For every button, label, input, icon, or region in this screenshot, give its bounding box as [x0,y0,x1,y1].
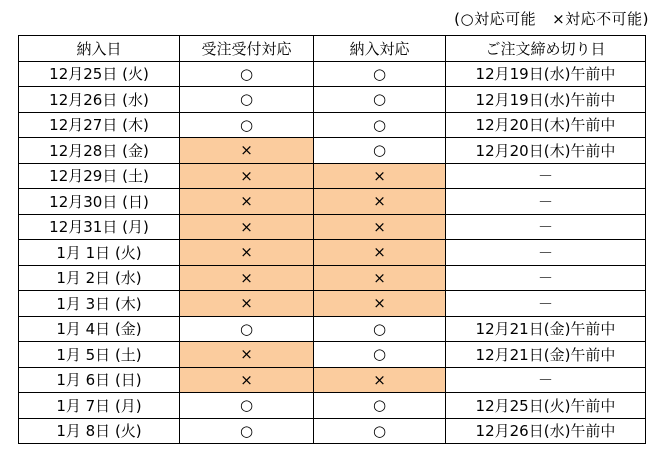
availability-legend [454,8,649,29]
order-deadline-cell: － [446,291,646,317]
delivery-date-cell: 1月 5日 (土) [19,342,180,368]
table-row [19,189,646,215]
order-acceptance-cell: ○ [180,316,314,342]
table-row [19,316,646,342]
order-deadline-cell: 12月20日(木)午前中 [446,112,646,138]
delivery-date-cell: 12月25日 (火) [19,61,180,87]
order-acceptance-cell: × [180,189,314,215]
order-acceptance-cell: × [180,342,314,368]
table-row [19,138,646,164]
order-deadline-cell: 12月26日(水)午前中 [446,418,646,444]
legend-unavailable: ×対応不可能) [552,10,649,28]
order-deadline-cell: 12月20日(木)午前中 [446,138,646,164]
delivery-date-cell: 12月27日 (木) [19,112,180,138]
table-row [19,342,646,368]
delivery-schedule-table [18,35,646,444]
legend-available: (○対応可能 [454,10,537,28]
order-acceptance-cell: × [180,163,314,189]
order-deadline-cell: － [446,163,646,189]
delivery-date-cell: 12月30日 (日) [19,189,180,215]
delivery-support-cell: × [314,163,446,189]
delivery-date-cell: 12月31日 (月) [19,214,180,240]
delivery-date-cell: 12月26日 (水) [19,87,180,113]
delivery-date-cell: 1月 4日 (金) [19,316,180,342]
header-order-acceptance: 受注受付対応 [180,36,314,62]
order-deadline-cell: － [446,265,646,291]
header-delivery-date: 納入日 [19,36,180,62]
header-order-deadline: ご注文締め切り日 [446,36,646,62]
order-deadline-cell: 12月25日(火)午前中 [446,393,646,419]
order-acceptance-cell: ○ [180,418,314,444]
table-row [19,265,646,291]
delivery-date-cell: 1月 6日 (日) [19,367,180,393]
order-acceptance-cell: ○ [180,61,314,87]
order-deadline-cell: － [446,367,646,393]
delivery-date-cell: 12月29日 (土) [19,163,180,189]
order-deadline-cell: － [446,214,646,240]
table-row [19,291,646,317]
order-acceptance-cell: ○ [180,112,314,138]
order-acceptance-cell: × [180,138,314,164]
table-row [19,418,646,444]
delivery-date-cell: 1月 3日 (木) [19,291,180,317]
order-deadline-cell: 12月21日(金)午前中 [446,342,646,368]
delivery-support-cell: × [314,265,446,291]
table-row [19,87,646,113]
delivery-support-cell: ○ [314,87,446,113]
order-deadline-cell: － [446,240,646,266]
delivery-date-cell: 1月 2日 (水) [19,265,180,291]
delivery-date-cell: 12月28日 (金) [19,138,180,164]
table-row [19,61,646,87]
delivery-support-cell: ○ [314,138,446,164]
order-acceptance-cell: ○ [180,393,314,419]
table-row [19,393,646,419]
table-row [19,163,646,189]
delivery-support-cell: × [314,240,446,266]
table-row [19,214,646,240]
order-deadline-cell: 12月21日(金)午前中 [446,316,646,342]
delivery-support-cell: × [314,367,446,393]
order-acceptance-cell: × [180,240,314,266]
order-acceptance-cell: × [180,265,314,291]
table-row [19,367,646,393]
header-delivery-support: 納入対応 [314,36,446,62]
table-header-row [19,36,646,62]
delivery-support-cell: ○ [314,112,446,138]
order-deadline-cell: 12月19日(水)午前中 [446,61,646,87]
delivery-date-cell: 1月 8日 (火) [19,418,180,444]
delivery-support-cell: × [314,189,446,215]
order-deadline-cell: 12月19日(水)午前中 [446,87,646,113]
delivery-support-cell: ○ [314,418,446,444]
delivery-support-cell: × [314,291,446,317]
delivery-support-cell: ○ [314,61,446,87]
delivery-support-cell: × [314,214,446,240]
order-acceptance-cell: ○ [180,87,314,113]
delivery-date-cell: 1月 7日 (月) [19,393,180,419]
delivery-support-cell: ○ [314,393,446,419]
order-acceptance-cell: × [180,214,314,240]
order-acceptance-cell: × [180,291,314,317]
order-acceptance-cell: × [180,367,314,393]
table-row [19,240,646,266]
delivery-date-cell: 1月 1日 (火) [19,240,180,266]
delivery-support-cell: ○ [314,316,446,342]
table-row [19,112,646,138]
delivery-support-cell: ○ [314,342,446,368]
order-deadline-cell: － [446,189,646,215]
